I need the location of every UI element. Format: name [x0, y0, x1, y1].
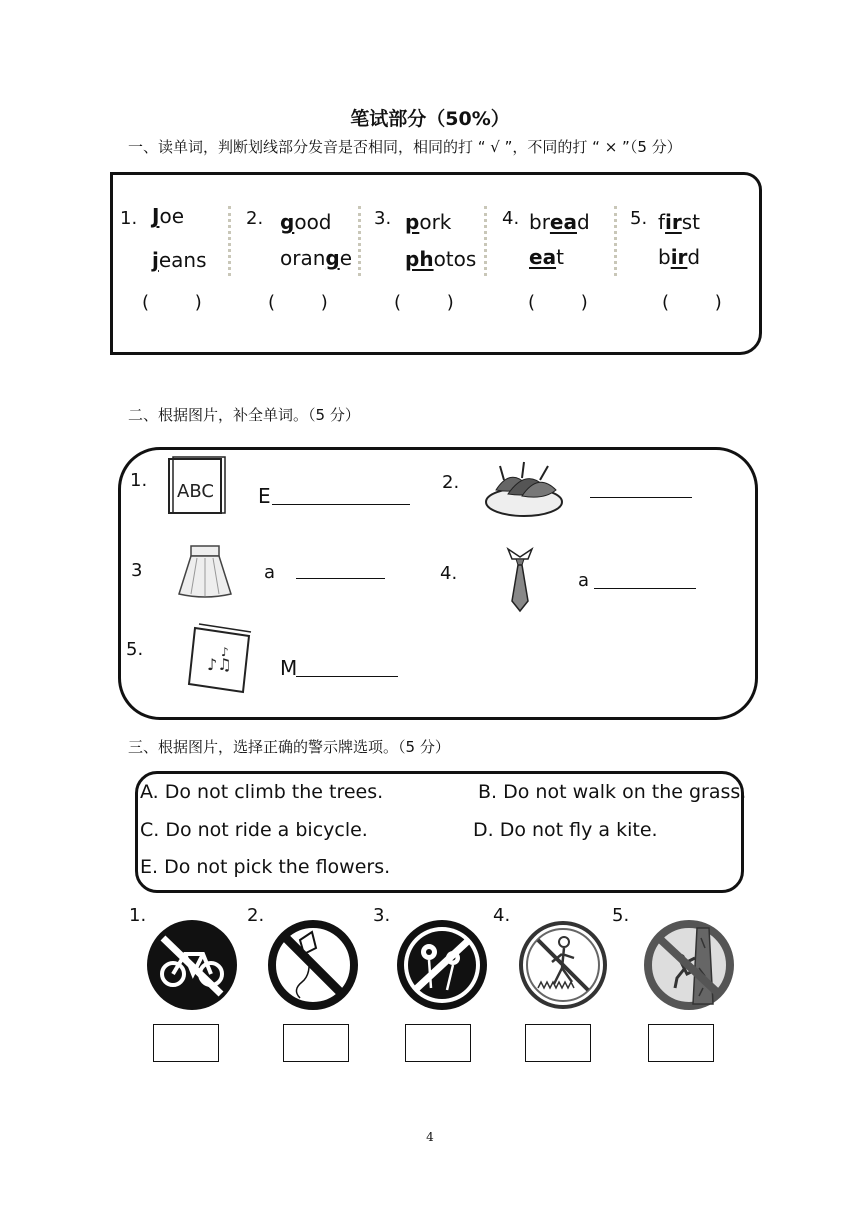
- page-title: 笔试部分（50%）: [350, 108, 510, 130]
- answer-parentheses[interactable]: ( ): [394, 292, 454, 313]
- option-b: B. Do not walk on the grass.: [478, 781, 747, 803]
- page-number: 4: [426, 1130, 434, 1144]
- part2-item-number: 5.: [126, 639, 144, 660]
- sign-number: 2.: [247, 905, 265, 926]
- part2-item-number: 2.: [442, 472, 460, 493]
- part1-word-b: eat: [529, 245, 564, 269]
- part2-item-number: 3: [131, 560, 143, 581]
- svg-text:♪: ♪: [221, 645, 229, 659]
- part1-word-a: first: [658, 210, 701, 234]
- part2-item-number: 1.: [130, 470, 148, 491]
- skirt-icon: [175, 542, 235, 608]
- part1-word-b: orange: [280, 246, 353, 270]
- divider: [484, 206, 487, 276]
- english-book-icon: [165, 455, 227, 521]
- option-c: C. Do not ride a bicycle.: [140, 819, 368, 841]
- no-bicycle-icon: [145, 918, 239, 1016]
- no-walking-on-grass-icon: [516, 918, 610, 1016]
- part2-instruction: 二、根据图片，补全单词。（5 分）: [128, 406, 360, 424]
- answer-parentheses[interactable]: ( ): [528, 292, 588, 313]
- answer-blank[interactable]: [594, 588, 696, 589]
- answer-parentheses[interactable]: ( ): [142, 292, 202, 313]
- divider: [228, 206, 231, 276]
- part1-word-a: Joe: [152, 204, 184, 228]
- divider: [614, 206, 617, 276]
- answer-blank[interactable]: [296, 676, 398, 677]
- sign-number: 3.: [373, 905, 391, 926]
- answer-box[interactable]: [648, 1024, 714, 1062]
- sign-number: 5.: [612, 905, 630, 926]
- divider: [358, 206, 361, 276]
- no-climbing-trees-icon: [639, 918, 739, 1016]
- part1-word-a: pork: [405, 210, 452, 234]
- option-e: E. Do not pick the flowers.: [140, 856, 391, 878]
- part1-word-b: jeans: [152, 248, 207, 272]
- part3-instruction: 三、根据图片，选择正确的警示牌选项。（5 分）: [128, 738, 450, 756]
- answer-blank[interactable]: [272, 504, 410, 505]
- part1-item-number: 3.: [374, 208, 392, 229]
- option-a: A. Do not climb the trees.: [140, 781, 384, 803]
- part1-item-number: 1.: [120, 208, 138, 229]
- no-flowers-icon: [395, 918, 489, 1016]
- part1-item-number: 2.: [246, 208, 264, 229]
- part1-instruction: 一、读单词，判断划线部分发音是否相同，相同的打 “ √ ”，不同的打 “ × ”（5 分）: [128, 138, 682, 156]
- svg-text:ABC: ABC: [177, 481, 214, 502]
- answer-blank[interactable]: [590, 497, 692, 498]
- part2-item-number: 4.: [440, 563, 458, 584]
- answer-box[interactable]: [153, 1024, 219, 1062]
- no-kite-icon: [266, 918, 360, 1016]
- music-book-icon: [185, 622, 255, 698]
- svg-text:♪♫: ♪♫: [207, 655, 232, 674]
- sign-number: 4.: [493, 905, 511, 926]
- answer-blank[interactable]: [296, 578, 385, 579]
- part1-word-b: bird: [658, 245, 701, 269]
- part2-prefix: a: [578, 570, 590, 591]
- answer-box[interactable]: [525, 1024, 591, 1062]
- part2-prefix: M: [280, 656, 298, 680]
- answer-parentheses[interactable]: ( ): [662, 292, 722, 313]
- option-d: D. Do not fly a kite.: [473, 819, 658, 841]
- part1-word-a: bread: [529, 210, 590, 234]
- answer-box[interactable]: [283, 1024, 349, 1062]
- answer-box[interactable]: [405, 1024, 471, 1062]
- part1-item-number: 4.: [502, 208, 520, 229]
- answer-parentheses[interactable]: ( ): [268, 292, 328, 313]
- tie-icon: [500, 545, 540, 619]
- peppers-icon: [482, 450, 566, 524]
- part2-prefix: E: [258, 484, 271, 508]
- sign-number: 1.: [129, 905, 147, 926]
- part1-word-b: photos: [405, 247, 477, 271]
- part2-prefix: a: [264, 562, 276, 583]
- part1-item-number: 5.: [630, 208, 648, 229]
- part1-word-a: good: [280, 210, 332, 234]
